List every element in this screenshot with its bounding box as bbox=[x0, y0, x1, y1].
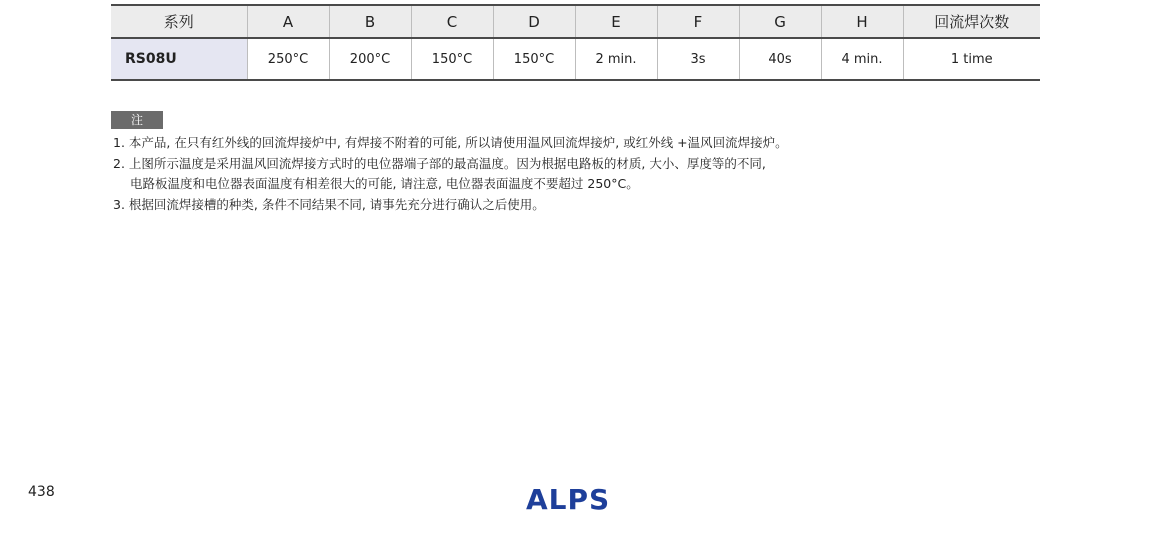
header-g: G bbox=[739, 5, 821, 38]
cell-g: 40s bbox=[739, 38, 821, 80]
header-b: B bbox=[329, 5, 411, 38]
alps-logo: ALPS bbox=[526, 483, 611, 516]
table-header-row bbox=[111, 5, 1040, 38]
header-c: C bbox=[411, 5, 493, 38]
cell-reflow-count: 1 time bbox=[903, 38, 1040, 80]
notes-list bbox=[113, 133, 1013, 215]
note-line-3: 3. 根据回流焊接槽的种类, 条件不同结果不同, 请事先充分进行确认之后使用。 bbox=[113, 196, 545, 212]
cell-h: 4 min. bbox=[821, 38, 903, 80]
header-e: E bbox=[575, 5, 657, 38]
header-h: H bbox=[821, 5, 903, 38]
reflow-conditions-table bbox=[111, 4, 1040, 81]
cell-e: 2 min. bbox=[575, 38, 657, 80]
note-tag: 注 bbox=[111, 111, 163, 129]
header-f: F bbox=[657, 5, 739, 38]
cell-d: 150°C bbox=[493, 38, 575, 80]
header-reflow-count: 回流焊次数 bbox=[903, 5, 1040, 38]
note-line-2-continued: 电路板温度和电位器表面温度有相差很大的可能, 请注意, 电位器表面温度不要超过 250°C。 bbox=[130, 176, 639, 191]
cell-a: 250°C bbox=[247, 38, 329, 80]
cell-series: RS08U bbox=[111, 38, 247, 80]
page-number: 438 bbox=[28, 484, 55, 500]
header-series: 系列 bbox=[163, 13, 194, 31]
note-line-1: 1. 本产品, 在只有红外线的回流焊接炉中, 有焊接不附着的可能, 所以请使用温风回流焊接炉, 或红外线 +温风回流焊接炉。 bbox=[113, 135, 788, 150]
header-d: D bbox=[493, 5, 575, 38]
cell-c: 150°C bbox=[411, 38, 493, 80]
cell-b: 200°C bbox=[329, 38, 411, 80]
note-line-2: 2. 上图所示温度是采用温风回流焊接方式时的电位器端子部的最高温度。因为根据电路板的材质, 大小、厚度等的不同, bbox=[113, 155, 766, 171]
cell-f: 3s bbox=[657, 38, 739, 80]
table-row bbox=[111, 38, 1040, 80]
header-a: A bbox=[247, 5, 329, 38]
